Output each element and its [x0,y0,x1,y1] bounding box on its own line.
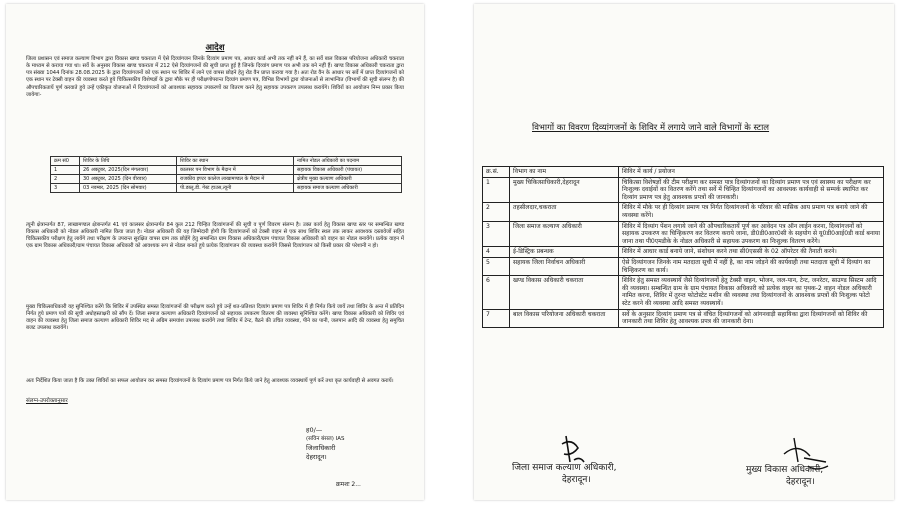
table-cell: 1 [51,166,80,175]
table-cell: क्षेत्रीय मुख्य कल्याण अधिकारी [294,175,402,184]
table-row [483,276,884,309]
table-row [51,166,402,175]
order-paragraph-3: मुख्य चिकित्साधिकारी यह सुनिश्चित करेंगे कि शिविर में उपस्थित समस्त दिव्यांगजनों की परीक्षण करते हुये उन्हें शत-प्रतिशत दिव्यांग प्रमाण पत्र शिविर में ही निर्गत किये जायें तथा शिविर के अन्त में प्रतिदिन निर्गत हुये प्रमाण पत्रों की सूची अधोहस्ताक्षरी को सौंप दें। जिला समाज कल्याण अधिकारी दिव्यांगजनों को सहायक उपकरण वितरण की व्यवस्था सुनिश्चित करेंगे। खण्ड विकास अधिकारी को शिविर एवं वाहन की व्यवस्था हेतु जिला समाज कल्याण अधिकारी शिविर मद से अग्रिम समयांश उपलब्ध करायेंगे तथा शिविर में टेन्ट, बैठने की उचित व्यवस्था, पीने का पानी, जलपान आदि की व्यवस्था हेतु समुचित बजट उपलब्ध करायेंगे। [26,304,404,332]
officer-title: जिलाधिकारी [306,444,336,452]
table-cell: 6 [483,276,510,309]
department-list-title: विभागों का विवरण दिव्यांगजनों के शिविर में लगाये जाने वाले विभागों के स्टाल [532,123,770,133]
table-cell: 03 नवम्बर, 2025 (दिन सोमवार) [80,184,177,193]
table-cell: शिविर में आधार कार्ड बनाये जाने, संशोधन करने तथा सी0एससी के 02 ऑपरेटर की तैनाती करने। [619,247,884,258]
table-cell: ई-डिस्ट्रिक प्रबन्धक [510,247,619,258]
table-cell: 3 [483,221,510,247]
table-cell: 7 [483,309,510,327]
table-cell: सहायक विकास अधिकारी (पंचायत) [294,166,402,175]
department-list-page [474,4,894,500]
camp-col-header: शिविर का स्थान [177,157,294,166]
sig-right-place: देहरादून। [786,477,815,487]
table-row [51,175,402,184]
table-cell: तहसीलदार,चकराता [510,203,619,221]
table-cell: सहायक जिला निर्वाचन अधिकारी [510,257,619,275]
table-cell: 4 [483,247,510,258]
department-table [482,166,884,328]
order-paragraph-1: जिला प्रशासन एवं समाज कल्याण विभाग द्वारा विकास खण्ड चकराता में ऐसे दिव्यांगजन जिनके दिव्यांग प्रमाण पत्र, आधार कार्ड अभी तक नहीं बने हैं, का सर्वे बाल विकास परियोजना अधिकारी चकराता के माध्यम से कराया गया था। सर्वे के अनुसार विकास खण्ड चकराता में 212 ऐसे दिव्यांगजनों की सूची प्राप्त हुई है जिनके दिव्यांग प्रमाण पत्र अभी तक बने नहीं हैं। खण्ड विकास अधिकारी चकराता द्वारा पत्र संख्या 1044 दिनांक 28.08.2025 के द्वारा दिव्यांगजनों को एक स्थान पर शिविर में लाने एवं वापस छोड़ने हेतु रोड वैन प्राप्त कराया गया है। अतः रोड वैन के आधार पर सर्वे में प्राप्त दिव्यांगजनों को एक स्थान पर टेक्सी वाहन की व्यवस्था करते हुये चिकित्सकीय विशेषज्ञों के द्वारा मौके पर ही परीक्षणोपरान्त दिव्यांग प्रमाण पत्र, विभिन्न विभागों द्वारा योजनाओं से लाभान्वित (विभागों की सूची संलग्न है) की औपचारिकतायें पूर्ण करवाते हुये उन्हें एकीकृत योजनाओं में दिव्यांगजनों को आवश्यक सहायक उपकरणों का वितरण करने हेतु सहायक उपकरण उपलब्ध करायेंगे। शिविरों का आयोजन निम्न प्रकार किया जायेगाः- [26,56,404,98]
table-cell: 5 [483,257,510,275]
dept-col-header: क्र.सं. [483,167,510,178]
table-row [483,177,884,203]
table-row [483,221,884,247]
table-cell: खण्ड विकास अधिकारी चकराता [510,276,619,309]
department-table-header-row [483,167,884,178]
order-page [6,4,424,500]
table-row [483,203,884,221]
enclosure-note: संलग्न-उपरोक्तानुसार [26,398,68,404]
continued-note: क्रमशः 2... [336,481,361,488]
officer-place: देहरादून। [306,453,327,461]
order-paragraph-2: त्यूनी क्षेत्रान्तर्गत 87, लाखामण्डल क्षेत्रान्तर्गत 41 एवं कालसर क्षेत्रान्तर्गत 84 कुल 212 चिन्हित दिव्यांगजनों की सूची व पूर्ण विवरण संलग्न है। उक्त कार्य हेतु विकास खण्ड स्तर पर सम्बन्धित खण्ड विकास अधिकारी को नोडल अधिकारी नामित किया जाता है। नोडल अधिकारी की यह जिम्मेदारी होगी कि दिव्यांगजनों को टेक्सी वाहन से एक साथ शिविर स्थल तक लाकर आवश्यक दस्तावेजों सहित चिकित्सकीय परीक्षण हेतु लायेंगे तथा परीक्षण के उपरान्त सुरक्षित वापस ग्राम तक छोड़ेंगे हेतु सम्बन्धित ग्राम विकास अधिकारी/ग्राम पंचायत विकास अधिकारी को वाहन का नोडल बनायेंगे। प्रत्येक वाहन में एक ग्राम विकास अधिकारी/ग्राम पंचायत विकास अधिकारी को आवश्यक रूप से नोडल बनाते हुये प्रत्येक दिव्यांगजन की व्यवस्था करायेंगे जिससे दिव्यांगजन को किसी प्रकार की परेशानी न हो। [26,222,404,250]
table-row [483,247,884,258]
officer-name: (सविन बंसल) IAS [306,436,345,442]
table-cell: 26 अक्टूबर, 2025(दिन मंगलवार) [80,166,177,175]
dept-col-header: शिविर में कार्य / प्रयोजन [619,167,884,178]
camp-table-header-row [51,157,402,166]
camp-col-header: नामित नोडल अधिकारी का पदनाम [294,157,402,166]
table-row [483,309,884,327]
table-cell: मुख्य चिकित्साधिकारी,देहरादून [510,177,619,203]
table-cell: 3 [51,184,80,193]
table-cell: कालसर पन विभाग के मैदान में [177,166,294,175]
table-cell: बाल विकास परियोजना अधिकारी चकराता [510,309,619,327]
table-cell: जिला समाज कल्याण अधिकारी [510,221,619,247]
table-cell: पी.डब्लू.डी. गेस्ट हाउस,त्यूनी [177,184,294,193]
collector-signature-block [306,426,345,462]
table-cell: शिविर हेतु समस्त व्यवस्थायें जैसे दिव्यांगजनों हेतु टेक्सी वाहन, भोजन, जल-पान, टेन्ट, जनरेटर, साउण्ड सिस्टम आदि की व्यवस्था। सम्बन्धित ग्राम के ग्राम पंचायत विकास अधिकारी को प्रत्येक वाहन का पृथक-2 वाहन नोडल अधिकारी नामित करना, शिविर में तुरन्त फोटोस्टेट मशीन की व्यवस्था तथा दिव्यांगजनों के आवश्यक प्रपत्रों की निःशुल्क फोटो स्टेट करने की व्यवस्था आदि समस्त व्यवस्थायें। [619,276,884,309]
sig-left-place: देहरादून। [562,475,591,485]
camp-schedule-table [50,156,402,193]
camp-col-header: क्रम सं0 [51,157,80,166]
table-cell: चिकित्सा विशेषज्ञों की टीम परीक्षण कर समस्त पात्र दिव्यांगजनों का दिव्यांग प्रमाण पत्र एवं स्वास्थ्य का परीक्षण कर निःशुल्क दवाईयों का वितरण करेंगे तथा सर्वे में चिन्हित दिव्यांगजनों का आवश्यक कार्यवाही से सम्पर्क स्थापित कर दिव्यांग प्रमाण पत्र हेतु आवश्यक प्रपत्रों की जानकारी। [619,177,884,203]
table-cell: 1 [483,177,510,203]
table-cell: सहायक समाज कल्याण अधिकारी [294,184,402,193]
table-cell: 2 [51,175,80,184]
signature-mark: ह0/— [306,426,323,434]
sig-left-title: जिला समाज कल्याण अधिकारी, [512,463,617,473]
table-cell: 30 अक्टूबर, 2025 (दिन वीरवार) [80,175,177,184]
table-cell: ऐसे दिव्यांगजन जिनके नाम मतदाता सूची में नहीं है, का नाम जोड़ने की कार्यवाही तथा मतदाता सूची में दिव्यांग का चिन्हिकरण का कार्य। [619,257,884,275]
order-heading: आदेश [205,43,225,53]
sig-right-title: मुख्य विकास अधिकारी, [746,465,824,475]
social-welfare-officer-signature-block [512,462,616,486]
camp-col-header: शिविर के तिथि [80,157,177,166]
table-cell: सर्वे के अनुसार दिव्यांग प्रमाण पत्र से वंचित दिव्यांगजनों को आंगनवाड़ी सहायिका द्वारा दिव्यांगजनों को शिविर की जानकारी तथा शिविर हेतु आवश्यक प्रपत्र की जानकारी देना। [619,309,884,327]
cdo-signature-block [746,464,823,488]
table-cell: 2 [483,203,510,221]
table-cell: राजकीय इण्टर कालेज लाखामण्डल के मैदान में [177,175,294,184]
table-cell: शिविर में दिव्यांग पेंशन लगाये जाने की औपचारिकतायें पूर्ण कर आवेदन पत्र ऑन लाईन करना, दिव्यांगजनों को सहायक उपकरण का चिन्हिकरण कर वितरण कराये जाना, डी0डी0आर0सी के सहयोग से यू0डी0आई0डी कार्ड बनाया जाना तथा पी0एमडीके के नोडल अधिकारी से सहायक उपकरण का निःशुल्क वितरण करेंगे। [619,221,884,247]
table-cell: शिविर में मौके पर ही दिव्यांग प्रमाण पत्र निर्गत दिव्यांगजनों के परिवार की मासिक आय प्रमाण पत्र बनाये जाने की व्यवस्था करेंगे। [619,203,884,221]
order-paragraph-4: अतः निर्देशित किया जाता है कि उक्त शिविरों का सफल आयोजन कर समस्त दिव्यांगजनों के दिव्यांग प्रमाण पत्र निर्गत किये जाने हेतु आवश्यक व्यवस्थायें पूर्ण करें तथा कृत कार्यवाही से अवगत करायें। [26,378,394,384]
table-row [483,257,884,275]
table-row [51,184,402,193]
dept-col-header: विभाग का नाम [510,167,619,178]
